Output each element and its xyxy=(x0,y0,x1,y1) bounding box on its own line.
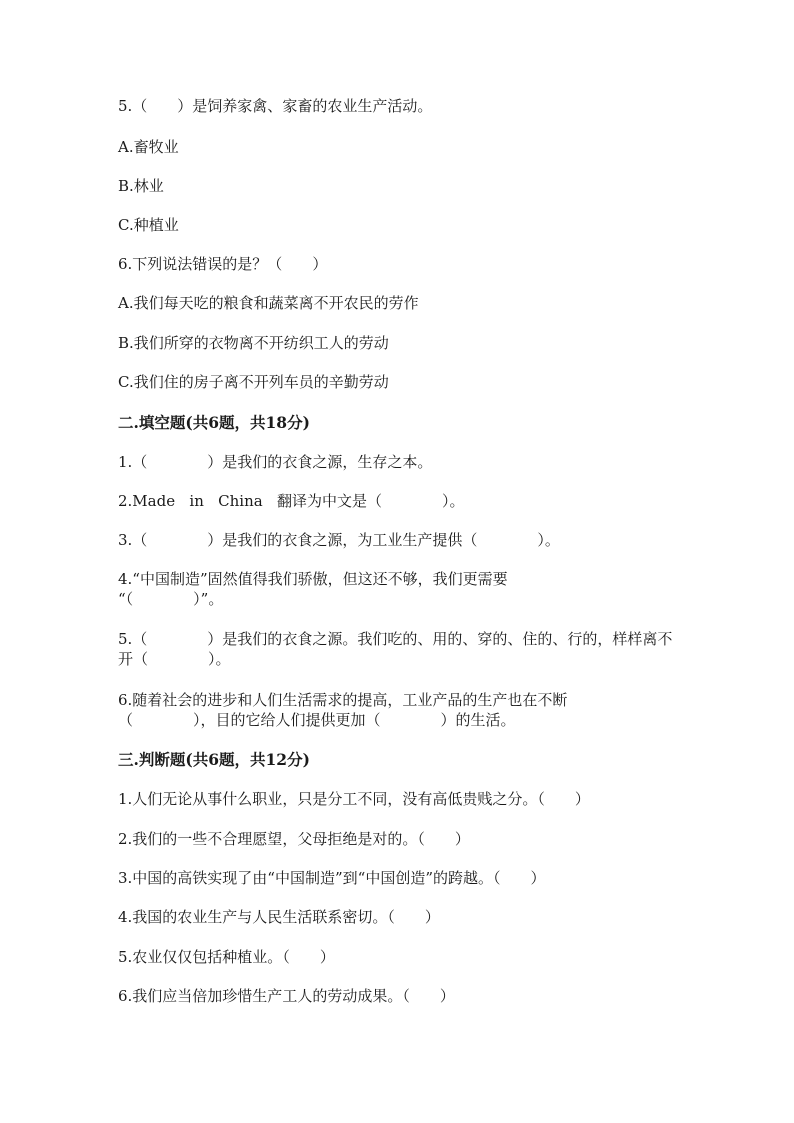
fill-item-4: 4.“中国制造”固然值得我们骄傲，但这还不够，我们更需要 “（ ）”。 xyxy=(118,570,508,608)
question-6-stem: 6.下列说法错误的是？（ ） xyxy=(118,255,328,273)
judge-item-5: 5.农业仅仅包括种植业。（ ） xyxy=(118,948,335,966)
judge-item-3: 3.中国的高铁实现了由“中国制造”到“中国创造”的跨越。（ ） xyxy=(118,869,546,887)
judge-item-2: 2.我们的一些不合理愿望，父母拒绝是对的。（ ） xyxy=(118,830,470,848)
question-5-option-c: C.种植业 xyxy=(118,216,179,234)
section-judge-heading: 三.判断题(共6题，共12分) xyxy=(118,750,310,769)
fill-item-1: 1.（ ）是我们的衣食之源，生存之本。 xyxy=(118,453,433,471)
fill-item-2: 2.Made in China 翻译为中文是（ ）。 xyxy=(118,492,465,510)
question-6-option-b: B.我们所穿的衣物离不开纺织工人的劳动 xyxy=(118,334,389,352)
judge-item-6: 6.我们应当倍加珍惜生产工人的劳动成果。（ ） xyxy=(118,987,455,1005)
judge-item-1: 1.人们无论从事什么职业，只是分工不同，没有高低贵贱之分。（ ） xyxy=(118,790,590,808)
question-6-option-c: C.我们住的房子离不开列车员的辛勤劳动 xyxy=(118,373,389,391)
question-5-option-b: B.林业 xyxy=(118,177,164,195)
question-5-option-a: A.畜牧业 xyxy=(118,138,179,156)
question-5-stem: 5.（ ）是饲养家禽、家畜的农业生产活动。 xyxy=(118,97,433,115)
fill-item-3: 3.（ ）是我们的衣食之源，为工业生产提供（ ）。 xyxy=(118,531,560,549)
question-6-option-a: A.我们每天吃的粮食和蔬菜离不开农民的劳作 xyxy=(118,294,419,312)
section-fill-heading: 二.填空题(共6题，共18分) xyxy=(118,413,310,432)
fill-item-5: 5.（ ）是我们的衣食之源。我们吃的、用的、穿的、住的、行的，样样离不开（ ）。 xyxy=(118,630,673,668)
judge-item-4: 4.我国的农业生产与人民生活联系密切。（ ） xyxy=(118,908,440,926)
fill-item-6: 6.随着社会的进步和人们生活需求的提高，工业产品的生产也在不断 （ ），目的它给人们提供更加（ ）的生活。 xyxy=(118,691,568,729)
